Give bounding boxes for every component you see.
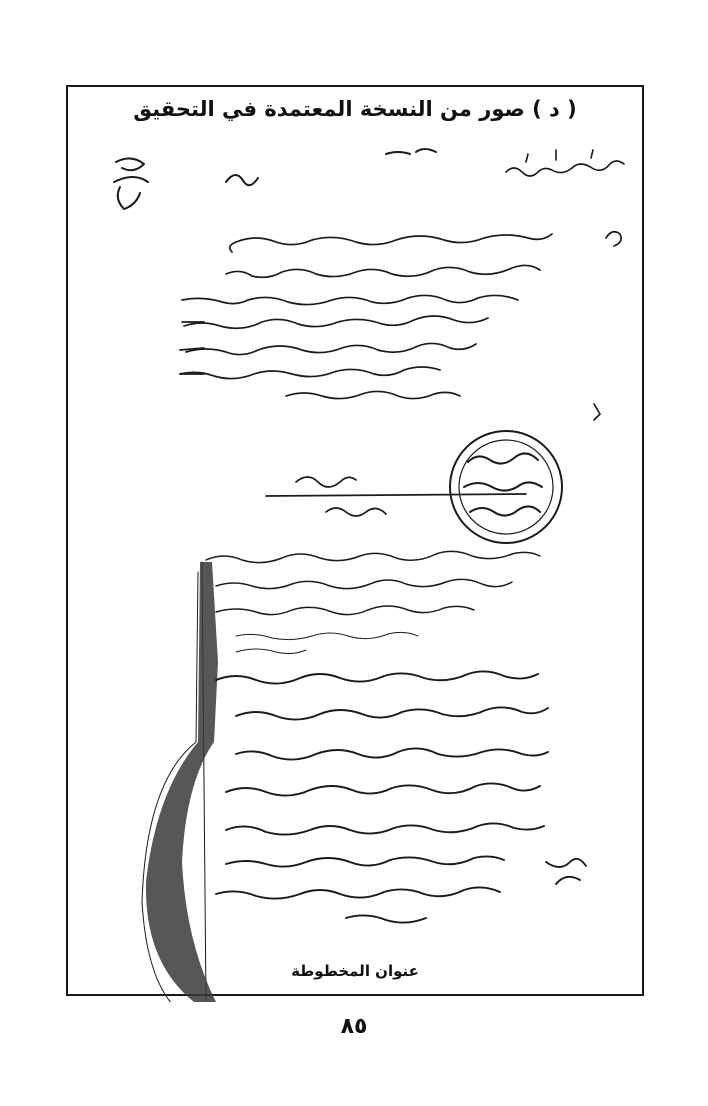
- page-number: ٨٥: [340, 1014, 368, 1039]
- manuscript-title-lines: [180, 232, 621, 420]
- reading-notice: [206, 551, 540, 653]
- figure-caption: عنوان المخطوطة: [291, 962, 419, 980]
- waqf-note: [266, 477, 526, 516]
- library-seal: [450, 431, 562, 543]
- invocation-line: [506, 150, 624, 176]
- manuscript-body-lines: [216, 671, 586, 922]
- manuscript-image: [86, 142, 646, 1002]
- marginal-note: [114, 149, 436, 209]
- page-frame: [66, 85, 644, 996]
- page-title: ( د ) صور من النسخة المعتمدة في التحقيق: [133, 97, 577, 121]
